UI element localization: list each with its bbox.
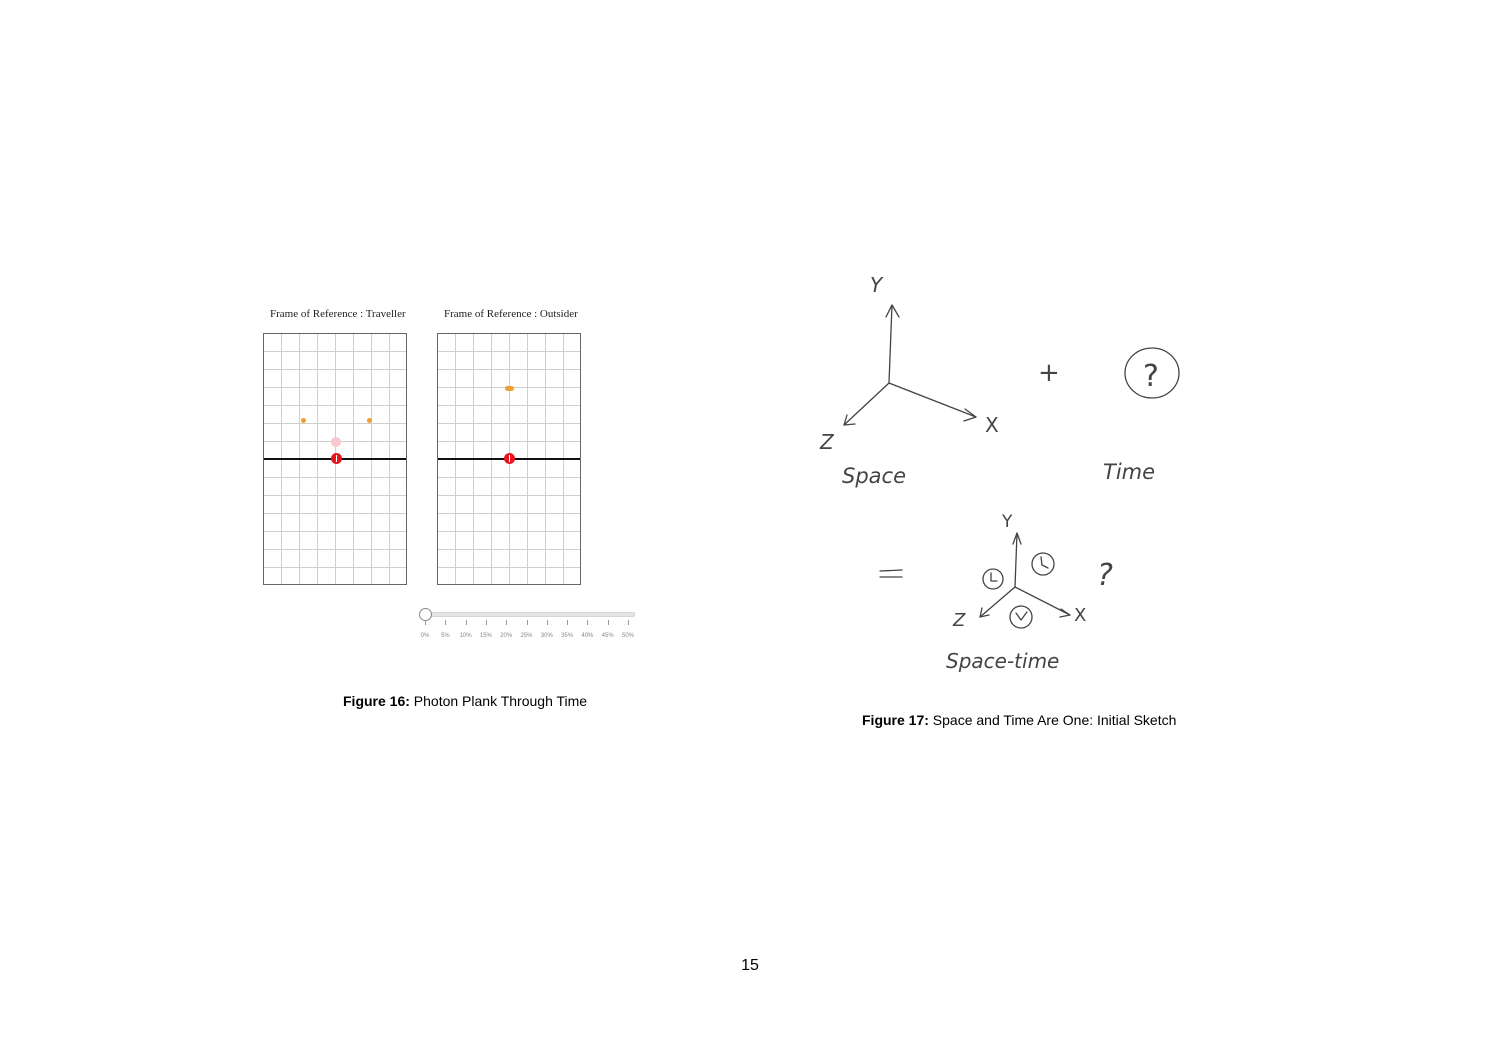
equals-sign (880, 570, 902, 577)
traveller-grid (263, 333, 407, 585)
figure-17-caption (862, 712, 1176, 728)
space-y-arrowhead (886, 305, 899, 317)
slider-tick (506, 620, 507, 625)
space-y-label: Y (870, 273, 883, 297)
panel-title-traveller: Frame of Reference : Traveller (270, 308, 406, 320)
space-z-axis (844, 383, 889, 425)
traveller-photon-right (367, 418, 372, 423)
traveller-ghost-dot (331, 437, 341, 447)
slider-tick-label: 45% (601, 633, 614, 639)
clock-icon-top (1032, 553, 1054, 575)
space-x-axis (889, 383, 976, 417)
slider-tick (527, 620, 528, 625)
figure-16-caption (343, 693, 587, 709)
spacetime-label: Space-time (946, 649, 1060, 673)
slider-tick-label: 30% (540, 633, 553, 639)
slider-tick-label: 35% (561, 633, 574, 639)
spacetime-y-axis (1015, 533, 1017, 587)
spacetime-z-axis (980, 587, 1015, 617)
traveller-red-dot (331, 453, 342, 464)
slider-tick (445, 620, 446, 625)
traveller-photon-left (301, 418, 306, 423)
slider-tick (608, 620, 609, 625)
clock-hands-left (991, 573, 997, 581)
clock-icon-bottom (1010, 606, 1032, 628)
plus-sign: + (1038, 358, 1060, 388)
slider-tick (425, 620, 426, 625)
space-x-label: X (985, 413, 999, 437)
space-y-axis (889, 305, 892, 383)
slider-tick (628, 620, 629, 625)
space-label: Space (842, 464, 906, 488)
page-number: 15 (741, 957, 759, 974)
slider-tick-label: 40% (581, 633, 594, 639)
slider-tick (466, 620, 467, 625)
outsider-photon (505, 386, 514, 391)
figure-17-caption-text: Space and Time Are One: Initial Sketch (932, 712, 1177, 728)
outsider-red-dot (504, 453, 515, 464)
time-label: Time (1103, 460, 1156, 484)
slider-tick-label: 25% (520, 633, 533, 639)
figure-17-sketch (800, 265, 1220, 685)
figure-16-caption-label: Figure 16: (343, 693, 410, 709)
spacetime-x-label: X (1074, 605, 1087, 626)
question-in-circle: ? (1143, 359, 1159, 394)
clock-hands-top (1041, 557, 1048, 568)
outsider-grid (437, 333, 581, 585)
panel-title-outsider: Frame of Reference : Outsider (444, 308, 578, 320)
slider-tick-label: 50% (621, 633, 635, 639)
slider-track[interactable] (421, 612, 635, 617)
slider-tick-label: 5% (440, 633, 450, 639)
spacetime-z-label: Z (953, 610, 966, 631)
figure-16-caption-text: Photon Plank Through Time (413, 693, 588, 709)
spacetime-x-axis (1015, 587, 1070, 615)
slider-tick (547, 620, 548, 625)
clock-hands-bottom (1016, 612, 1027, 620)
slider-tick (587, 620, 588, 625)
slider-tick-label: 15% (479, 633, 492, 639)
slider-tick-label: 0% (420, 633, 430, 639)
spacetime-question: ? (1097, 558, 1113, 593)
space-z-label: Z (820, 430, 834, 454)
figure-17-caption-label: Figure 17: (862, 712, 929, 728)
slider-tick (567, 620, 568, 625)
spacetime-y-label: Y (1002, 512, 1013, 532)
clock-icon-left (983, 569, 1003, 589)
slider-tick (486, 620, 487, 625)
slider-tick-label: 20% (500, 633, 513, 639)
slider-tick-label: 10% (459, 633, 472, 639)
